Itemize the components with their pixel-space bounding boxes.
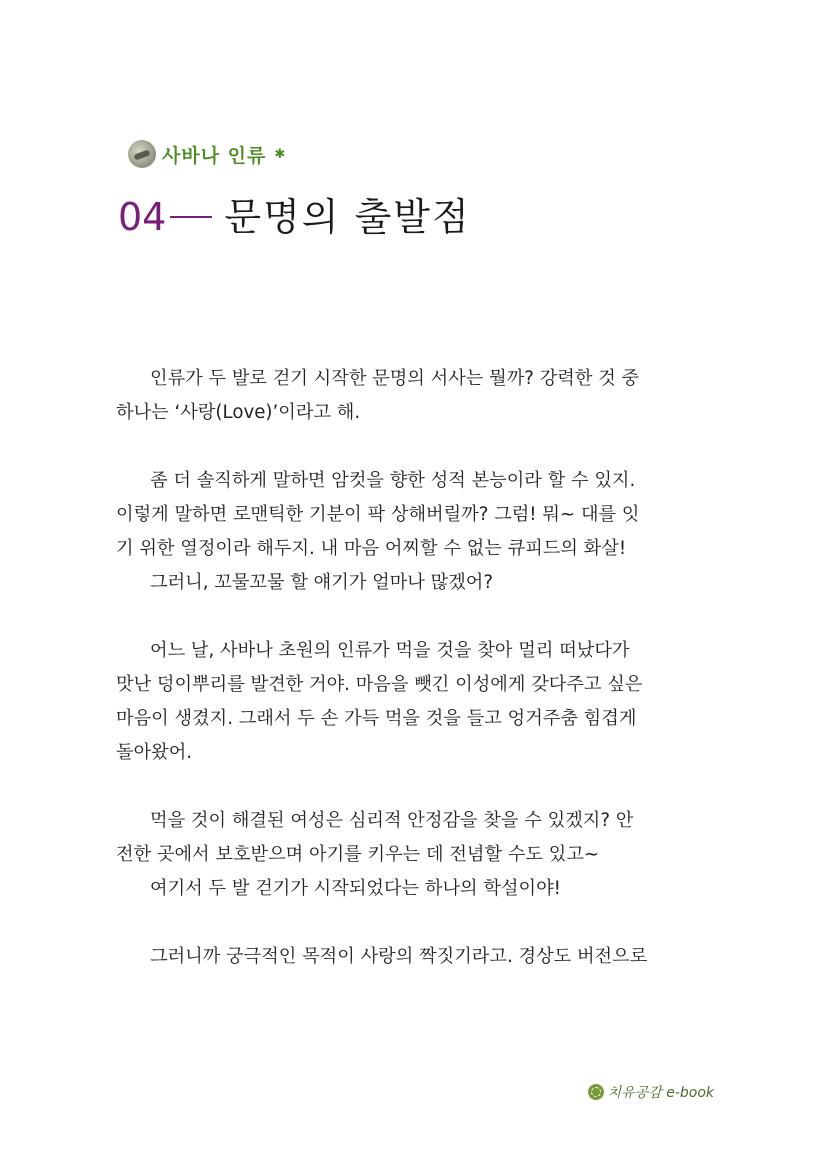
text-line: 맛난 덩이뿌리를 발견한 거야. 마음을 뺏긴 이성에게 갖다주고 싶은 [116,674,643,695]
chapter-title-row [118,186,471,241]
chapter-number: 04 [118,195,167,239]
leaf-logo-icon [588,1084,604,1100]
footer-brand [588,1082,714,1102]
text-line: 그러니, 꼬물꼬물 할 얘기가 얼마나 많겠어? [150,572,494,593]
text-line: 여기서 두 발 걷기가 시작되었다는 하나의 학설이야! [150,878,561,899]
text-line: 좀 더 솔직하게 말하면 암컷을 향한 성적 본능이라 할 수 있지. [150,470,636,491]
text-line: 먹을 것이 해결된 여성은 심리적 안정감을 찾을 수 있겠지? 안 [150,810,634,831]
text-line: 전한 곳에서 보호받으며 아기를 키우는 데 전념할 수도 있고~ [116,844,600,865]
text-line: 이렇게 말하면 로맨틱한 기분이 팍 상해버릴까? 그럼! 뭐~ 대를 잇 [116,504,640,525]
body-text [116,362,714,1008]
text-line: 그러니까 궁극적인 목적이 사랑의 짝짓기라고. 경상도 버전으로 [150,946,648,967]
text-line: 어느 날, 사바나 초원의 인류가 먹을 것을 찾아 멀리 떠났다가 [150,640,630,661]
title-dash [170,216,212,218]
text-line: 돌아왔어. [116,742,193,763]
text-line: 기 위한 열정이라 해두지. 내 마음 어찌할 수 없는 큐피드의 화살! [116,538,627,559]
chapter-title: 문명의 출발점 [224,195,471,239]
paragraph [116,464,714,600]
star-icon: ✱ [274,146,286,162]
text-line: 하나는 ‘사랑(Love)’이라고 해. [116,402,361,423]
series-emblem-icon [128,140,156,168]
chapter-header [128,140,285,168]
text-line: 인류가 두 발로 걷기 시작한 문명의 서사는 뭘까? 강력한 것 중 [150,368,640,389]
text-line: 마음이 생겼지. 그래서 두 손 가득 먹을 것을 들고 엉거주춤 힘겹게 [116,708,637,729]
series-label: 사바나 인류 [162,144,267,167]
paragraph [116,634,714,770]
paragraph [116,940,714,974]
series-heading [128,140,285,168]
footer-label: 치유공감 e-book [607,1085,714,1101]
paragraph [116,804,714,906]
paragraph [116,362,714,430]
